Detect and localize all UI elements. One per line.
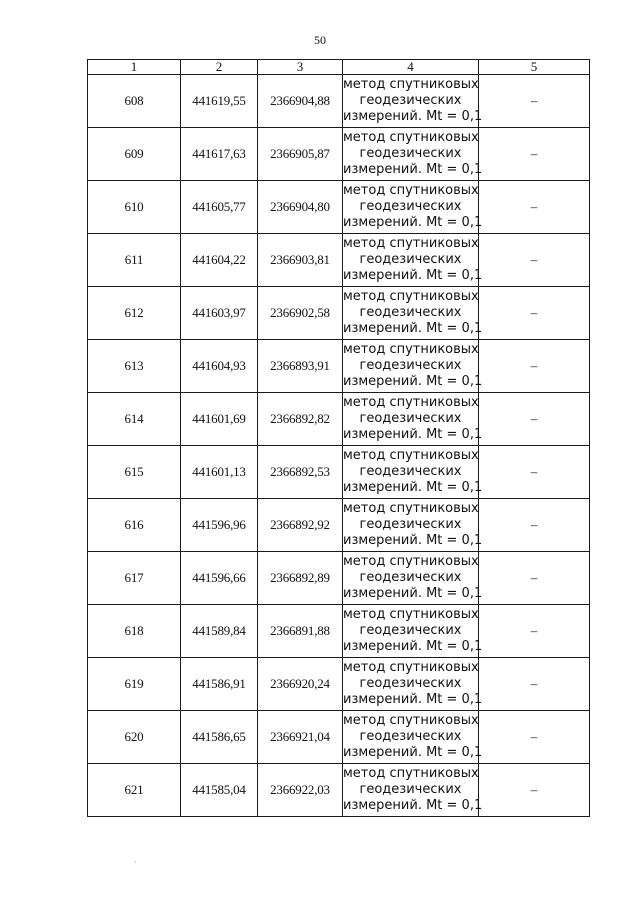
y-coordinate-cell: 2366922,03 — [258, 764, 343, 817]
method-line-2: геодезических — [359, 676, 462, 691]
method-line-2: геодезических — [359, 782, 462, 797]
method-line-1: метод спутниковых — [343, 130, 479, 145]
x-coordinate-cell: 441601,13 — [181, 446, 258, 499]
y-coordinate-cell: 2366903,81 — [258, 234, 343, 287]
point-number-cell: 618 — [88, 605, 181, 658]
y-coordinate-cell: 2366892,82 — [258, 393, 343, 446]
point-number-cell: 614 — [88, 393, 181, 446]
y-coordinate-cell: 2366921,04 — [258, 711, 343, 764]
method-cell — [343, 605, 483, 658]
point-number-cell: 621 — [88, 764, 181, 817]
x-coordinate-cell: 441601,69 — [181, 393, 258, 446]
point-number-cell: 615 — [88, 446, 181, 499]
y-coordinate-cell: 2366892,92 — [258, 499, 343, 552]
method-cell — [343, 128, 483, 181]
method-line-1: метод спутниковых — [343, 448, 479, 463]
method-line-1: метод спутниковых — [343, 766, 479, 781]
x-coordinate-cell: 441589,84 — [181, 605, 258, 658]
method-line-2: геодезических — [359, 305, 462, 320]
x-coordinate-cell: 441586,65 — [181, 711, 258, 764]
accuracy-cell: – — [479, 605, 590, 658]
method-line-1: метод спутниковых — [343, 713, 479, 728]
method-line-3: измерений. Mt = 0,1 — [343, 745, 483, 760]
table-body — [88, 75, 590, 817]
table-row — [88, 75, 590, 128]
method-cell — [343, 446, 483, 499]
coordinates-table — [87, 59, 590, 817]
header-row — [88, 60, 590, 75]
accuracy-cell: – — [479, 181, 590, 234]
method-line-1: метод спутниковых — [343, 183, 479, 198]
accuracy-cell: – — [479, 128, 590, 181]
method-line-3: измерений. Mt = 0,1 — [343, 480, 483, 495]
method-line-3: измерений. Mt = 0,1 — [343, 374, 483, 389]
method-line-2: геодезических — [359, 464, 462, 479]
method-line-3: измерений. Mt = 0,1 — [343, 692, 483, 707]
method-line-2: геодезических — [359, 729, 462, 744]
method-cell — [343, 287, 483, 340]
accuracy-cell: – — [479, 75, 590, 128]
method-line-3: измерений. Mt = 0,1 — [343, 321, 483, 336]
method-line-2: геодезических — [359, 411, 462, 426]
y-coordinate-cell: 2366904,80 — [258, 181, 343, 234]
point-number-cell: 620 — [88, 711, 181, 764]
table-row — [88, 287, 590, 340]
y-coordinate-cell: 2366905,87 — [258, 128, 343, 181]
point-number-cell: 609 — [88, 128, 181, 181]
method-line-2: геодезических — [359, 623, 462, 638]
method-line-3: измерений. Mt = 0,1 — [343, 268, 483, 283]
method-cell — [343, 499, 483, 552]
method-cell — [343, 552, 483, 605]
method-line-1: метод спутниковых — [343, 342, 479, 357]
method-cell — [343, 393, 483, 446]
method-line-1: метод спутниковых — [343, 77, 479, 92]
accuracy-cell: – — [479, 499, 590, 552]
method-line-1: метод спутниковых — [343, 289, 479, 304]
table-header — [88, 60, 590, 75]
method-line-1: метод спутниковых — [343, 660, 479, 675]
accuracy-cell: – — [479, 446, 590, 499]
table-row — [88, 711, 590, 764]
method-line-2: геодезических — [359, 570, 462, 585]
method-line-1: метод спутниковых — [343, 607, 479, 622]
y-coordinate-cell: 2366902,58 — [258, 287, 343, 340]
accuracy-cell: – — [479, 393, 590, 446]
y-coordinate-cell: 2366892,89 — [258, 552, 343, 605]
point-number-cell: 617 — [88, 552, 181, 605]
point-number-cell: 610 — [88, 181, 181, 234]
x-coordinate-cell: 441585,04 — [181, 764, 258, 817]
x-coordinate-cell: 441604,93 — [181, 340, 258, 393]
x-coordinate-cell: 441596,96 — [181, 499, 258, 552]
x-coordinate-cell: 441617,63 — [181, 128, 258, 181]
table-row — [88, 340, 590, 393]
method-line-3: измерений. Mt = 0,1 — [343, 427, 483, 442]
x-coordinate-cell: 441596,66 — [181, 552, 258, 605]
page-number: 50 — [314, 33, 326, 47]
method-cell — [343, 658, 483, 711]
method-line-1: метод спутниковых — [343, 554, 479, 569]
method-line-3: измерений. Mt = 0,1 — [343, 109, 483, 124]
scan-mark: · — [134, 858, 137, 867]
accuracy-cell: – — [479, 234, 590, 287]
y-coordinate-cell: 2366891,88 — [258, 605, 343, 658]
accuracy-cell: – — [479, 287, 590, 340]
table-row — [88, 446, 590, 499]
method-line-2: геодезических — [359, 358, 462, 373]
method-line-3: измерений. Mt = 0,1 — [343, 639, 483, 654]
column-header-2: 2 — [181, 60, 258, 75]
method-cell — [343, 711, 483, 764]
method-line-2: геодезических — [359, 517, 462, 532]
method-cell — [343, 181, 483, 234]
method-cell — [343, 75, 483, 128]
column-header-1: 1 — [88, 60, 181, 75]
y-coordinate-cell: 2366920,24 — [258, 658, 343, 711]
table-row — [88, 393, 590, 446]
table-row — [88, 181, 590, 234]
table-row — [88, 764, 590, 817]
accuracy-cell: – — [479, 711, 590, 764]
x-coordinate-cell: 441586,91 — [181, 658, 258, 711]
accuracy-cell: – — [479, 764, 590, 817]
method-line-2: геодезических — [359, 199, 462, 214]
x-coordinate-cell: 441605,77 — [181, 181, 258, 234]
method-line-2: геодезических — [359, 252, 462, 267]
x-coordinate-cell: 441604,22 — [181, 234, 258, 287]
method-line-3: измерений. Mt = 0,1 — [343, 162, 483, 177]
method-line-2: геодезических — [359, 146, 462, 161]
method-line-1: метод спутниковых — [343, 236, 479, 251]
method-cell — [343, 340, 483, 393]
method-line-3: измерений. Mt = 0,1 — [343, 533, 483, 548]
table-row — [88, 552, 590, 605]
y-coordinate-cell: 2366892,53 — [258, 446, 343, 499]
table-row — [88, 499, 590, 552]
point-number-cell: 611 — [88, 234, 181, 287]
method-line-3: измерений. Mt = 0,1 — [343, 215, 483, 230]
point-number-cell: 616 — [88, 499, 181, 552]
accuracy-cell: – — [479, 340, 590, 393]
point-number-cell: 613 — [88, 340, 181, 393]
table-row — [88, 234, 590, 287]
accuracy-cell: – — [479, 552, 590, 605]
y-coordinate-cell: 2366904,88 — [258, 75, 343, 128]
method-cell — [343, 764, 483, 817]
table-row — [88, 128, 590, 181]
y-coordinate-cell: 2366893,91 — [258, 340, 343, 393]
method-line-3: измерений. Mt = 0,1 — [343, 586, 483, 601]
method-cell — [343, 234, 483, 287]
method-line-1: метод спутниковых — [343, 501, 479, 516]
accuracy-cell: – — [479, 658, 590, 711]
column-header-3: 3 — [258, 60, 343, 75]
table-row — [88, 658, 590, 711]
x-coordinate-cell: 441619,55 — [181, 75, 258, 128]
column-header-5: 5 — [479, 60, 590, 75]
method-line-3: измерений. Mt = 0,1 — [343, 798, 483, 813]
column-header-4: 4 — [343, 60, 479, 75]
point-number-cell: 608 — [88, 75, 181, 128]
point-number-cell: 619 — [88, 658, 181, 711]
method-line-1: метод спутниковых — [343, 395, 479, 410]
point-number-cell: 612 — [88, 287, 181, 340]
method-line-2: геодезических — [359, 93, 462, 108]
table-row — [88, 605, 590, 658]
x-coordinate-cell: 441603,97 — [181, 287, 258, 340]
